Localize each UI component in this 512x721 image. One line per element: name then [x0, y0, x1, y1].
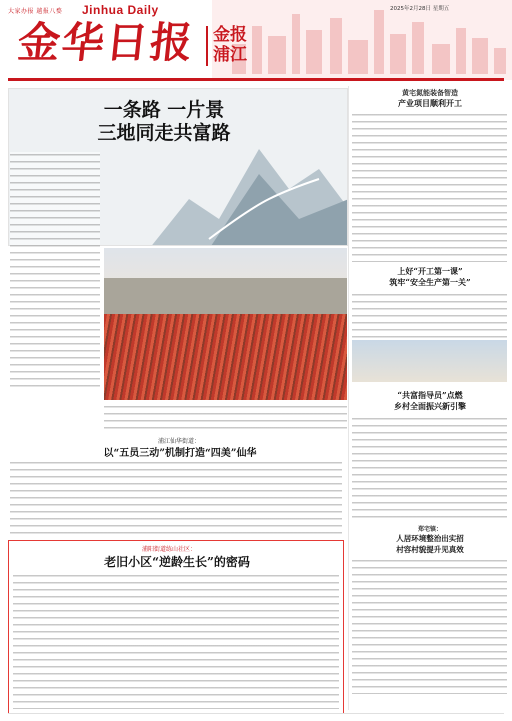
boxed-article-text [13, 573, 339, 709]
right-mid-text [352, 292, 507, 338]
hero-article-continued [104, 404, 347, 434]
highlighted-article [8, 540, 344, 714]
edition-name [213, 25, 247, 65]
middle-article-kicker: 浦江仙华街道： [157, 438, 200, 445]
right-column-photo [352, 340, 507, 382]
masthead-rule [8, 78, 504, 81]
edition-divider [206, 26, 208, 66]
right-mid-headline-line-1: 上好“开工第一课” [397, 266, 463, 276]
middle-article-headline: 以“五员三动”机制打造“四美”仙华 [103, 448, 257, 459]
right-top-headline: 产业项目顺利开工 [398, 98, 462, 108]
boxed-article-kicker: 浦阳街道练山社区： [141, 546, 196, 553]
edition-line-2: 浦江 [213, 45, 247, 65]
right-top-kicker: 黄宅氮能装备智造 [402, 89, 458, 97]
dateline: 2025年2月28日 星期五 [390, 6, 450, 12]
mountain-illustration [149, 129, 348, 246]
right-third-text [352, 416, 507, 520]
field-photo [104, 248, 347, 400]
right-top-text-continued [352, 210, 507, 262]
boxed-article-headline: 老旧小区“逆龄生长”的密码 [104, 555, 250, 569]
right-bottom-headline-line-2: 村容村貌提升见真效 [396, 545, 464, 554]
english-title: Jinhua Daily [82, 3, 159, 17]
column-divider [348, 86, 349, 710]
edition-line-1: 金报 [213, 25, 247, 45]
right-bottom-text [352, 558, 507, 694]
lead-article-text [10, 152, 100, 392]
middle-article-text [10, 460, 342, 536]
right-third-headline-line-1: “共富指导员”点燃 [397, 390, 463, 400]
hero-headline-line-2: 三地同走共富路 [97, 122, 231, 144]
right-bottom-headline-line-1: 人居环境整治出实招 [396, 534, 464, 543]
right-mid-headline-line-2: 筑牢“安全生产第一关” [389, 277, 471, 287]
right-third-headline-line-2: 乡村全面振兴新引擎 [394, 401, 466, 411]
right-bottom-kicker: 郑宅镇： [417, 526, 442, 533]
skyline-illustration [212, 0, 512, 80]
tagline: 大家办报 越报八婺 [8, 8, 63, 15]
footer-rule [8, 713, 504, 719]
masthead [0, 0, 512, 82]
hero-headline-line-1: 一条路 一片景 [103, 99, 225, 121]
right-top-text [352, 112, 507, 208]
hero-headline [69, 99, 259, 145]
newspaper-logo: 金华日报 [15, 18, 197, 67]
